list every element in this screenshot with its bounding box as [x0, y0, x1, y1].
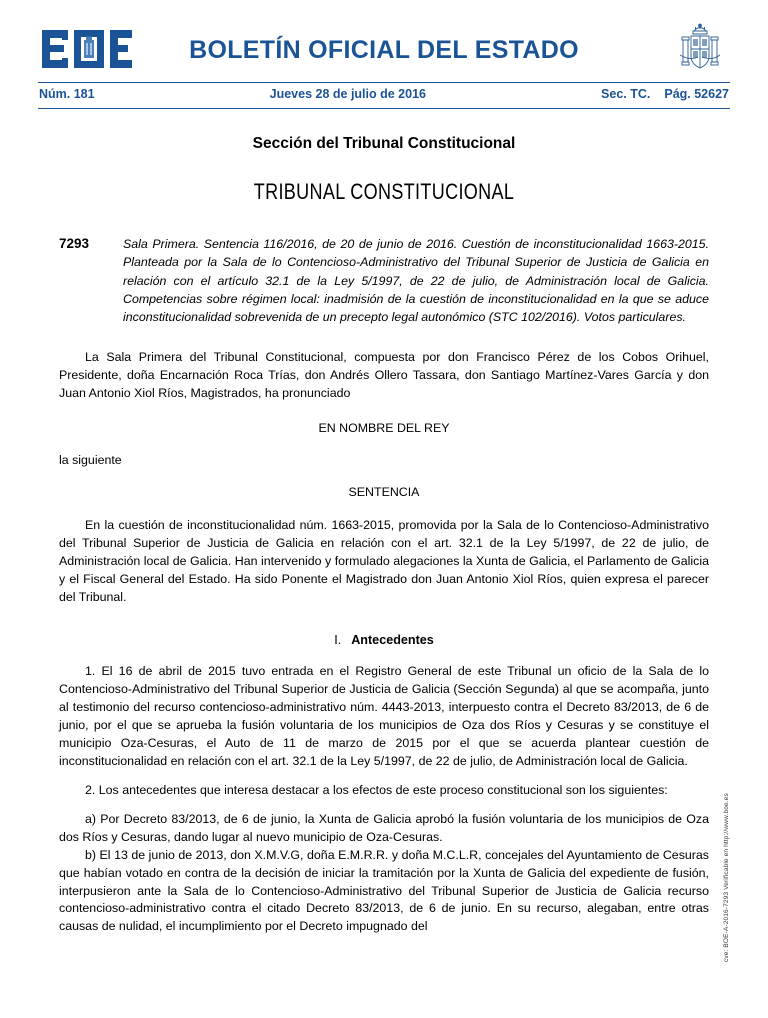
- entry-summary: Sala Primera. Sentencia 116/2016, de 20 de junio de 2016. Cuestión de inconstitucionalidad 1663-2015. Planteada por la Sala de lo Contencioso-Administrativo del Tribunal Superior de Justicia de Galicia en relación con el artículo 32.1 de la Ley 5/1997, de 22 de julio, de Administración local de Galicia. Competencias sobre régimen local: inadmisión de la cuestión de inconstitucionalidad en la que se aduce inconstitucionalidad sobrevenida de un precepto legal autonómico (STC 102/2016). Votos particulares.: [123, 237, 709, 325]
- issue-date: Jueves 28 de julio de 2016: [269, 87, 426, 101]
- header-rule-bottom: [38, 108, 730, 109]
- paragraph-a: a) Por Decreto 83/2013, de 6 de junio, la Xunta de Galicia aprobó la fusión voluntaria de los municipios de Oza dos Ríos y Cesuras, dando lugar al nuevo municipio de Oza-Cesuras.: [59, 811, 709, 844]
- section-heading: Sección del Tribunal Constitucional: [252, 135, 516, 152]
- antecedentes-word: Antecedentes: [351, 632, 434, 647]
- masthead-title: BOLETÍN OFICIAL DEL ESTADO: [189, 35, 579, 64]
- cve-verify-url: Verificable en http://www.boe.es: [723, 793, 730, 890]
- page-number: Pág. 52627: [664, 87, 729, 101]
- cve-sidebar: [723, 762, 756, 962]
- sentencia-word: SENTENCIA: [348, 484, 420, 499]
- coat-of-arms-icon: [678, 22, 722, 78]
- issue-number: Núm. 181: [39, 87, 95, 101]
- paragraph-b: b) El 13 de junio de 2013, don X.M.V.G, doña E.M.R.R. y doña M.C.L.R, concejales del Ayuntamiento de Cesuras que habían votado en contra de la decisión de iniciar la tramitación por la Xunta de Galicia del expediente de fusión, interpusieron ante la Sala de lo Contencioso-Administrativo del Tribunal Superior de Justicia de Galicia recurso contencioso-administrativo contra el citado Decreto 83/2013, de 6 de junio. En su recurso, alegaban, entre otras causas de nulidad, el incumplimiento por el Decreto impugnado del: [59, 847, 709, 934]
- boe-logo-icon[interactable]: [42, 28, 134, 70]
- antecedentes-numeral: I.: [334, 632, 342, 647]
- la-siguiente: la siguiente: [59, 452, 122, 467]
- paragraph-2: 2. Los antecedentes que interesa destacar a los efectos de este proceso constitucional son los siguientes:: [85, 782, 668, 797]
- masthead: [38, 24, 730, 76]
- antecedentes-heading: [59, 633, 709, 647]
- paragraph-cuestion: En la cuestión de inconstitucionalidad núm. 1663-2015, promovida por la Sala de lo Contencioso-Administrativo del Tribunal Superior de Justicia de Galicia en relación con el art. 32.1 de la Ley 5/1997, de 22 de julio, de Administración local de Galicia. Han intervenido y formulado alegaciones la Xunta de Galicia, el Parlamento de Galicia y el Fiscal General del Estado. Ha sido Ponente el Magistrado don Juan Antonio Xiol Ríos, quien expresa el parecer del Tribunal.: [59, 517, 709, 604]
- entry-number: 7293: [59, 236, 90, 251]
- document-body: [38, 135, 730, 936]
- en-nombre-del-rey: EN NOMBRE DEL REY: [318, 420, 450, 435]
- cve-code: cve: BOE-A-2016-7293: [723, 891, 730, 962]
- organ-title: TRIBUNAL CONSTITUCIONAL: [253, 179, 515, 204]
- section-code: Sec. TC.: [601, 87, 651, 101]
- paragraph-1: 1. El 16 de abril de 2015 tuvo entrada en el Registro General de este Tribunal un oficio de la Sala de lo Contencioso-Administrativo del Tribunal Superior de Justicia de Galicia (Sección Segunda) al que se acompaña, junto al testimonio del recurso contencioso-administrativo núm. 4443-2013, interpuesto contra el Decreto 83/2013, de 6 de junio, por el que se aprueba la fusión voluntaria de los municipios de Oza dos Ríos y Cesuras y se constituye el municipio Oza-Cesuras, el Auto de 11 de marzo de 2015 por el que se acuerda plantear cuestión de inconstitucionalidad en relación con el art. 32.1 de la Ley 5/1997, de 22 de julio, de Administración local de Galicia.: [59, 663, 709, 768]
- boe-page: [0, 24, 768, 1018]
- header-right-group: [601, 87, 729, 101]
- header-bar: [38, 83, 730, 105]
- paragraph-composition: La Sala Primera del Tribunal Constitucional, compuesta por don Francisco Pérez de los Cobos Orihuel, Presidente, doña Encarnación Roca Trías, don Andrés Ollero Tassara, don Santiago Martínez-Vares García y don Juan Antonio Xiol Ríos, Magistrados, ha pronunciado: [59, 349, 709, 400]
- entry-header: [59, 235, 709, 327]
